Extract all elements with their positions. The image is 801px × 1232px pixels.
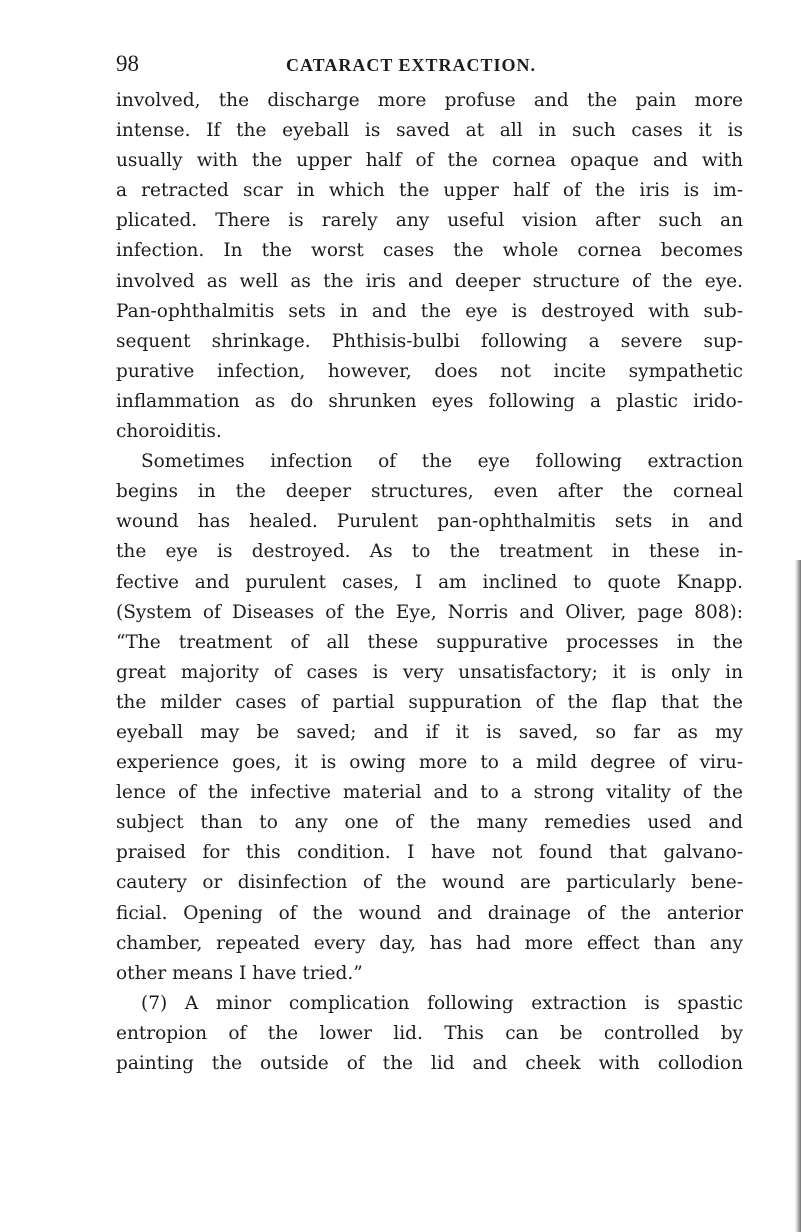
running-head: CATARACT EXTRACTION. (286, 55, 537, 75)
text-line: chamber, repeated every day, has had more effect than any (116, 932, 743, 954)
text-line: entropion of the lower lid. This can be controlled by (116, 1022, 743, 1044)
text-line: plicated. There is rarely any useful vision after such an (116, 210, 743, 232)
text-line: a retracted scar in which the upper half of the iris is im- (116, 180, 743, 202)
text-line: eyeball may be saved; and if it is saved, so far as my (116, 721, 743, 743)
text-line: (7) A minor complication following extraction is spastic (141, 992, 743, 1014)
text-line: involved as well as the iris and deeper structure of the eye. (116, 270, 743, 292)
text-line: (System of Diseases of the Eye, Norris and Oliver, page 808): (116, 601, 743, 623)
page-edge-shadow (795, 560, 801, 1232)
text-line: the eye is destroyed. As to the treatment in these in- (116, 541, 743, 563)
text-line: infection. In the worst cases the whole cornea becomes (116, 240, 743, 262)
body-text (116, 86, 743, 1079)
text-line: experience goes, it is owing more to a mild degree of viru- (116, 752, 743, 774)
text-line: subject than to any one of the many remedies used and (116, 812, 743, 834)
text-line: the milder cases of partial suppuration of the flap that the (116, 691, 743, 713)
text-line: involved, the discharge more profuse and the pain more (116, 90, 743, 111)
text-line: inflammation as do shrunken eyes following a plastic irido- (116, 390, 743, 412)
text-line: cautery or disinfection of the wound are particularly bene- (116, 872, 743, 894)
text-line: sequent shrinkage. Phthisis-bulbi following a severe sup- (116, 330, 743, 352)
text-line: begins in the deeper structures, even after the corneal (116, 481, 743, 503)
text-line: other means I have tried.” (116, 962, 363, 984)
text-line: great majority of cases is very unsatisfactory; it is only in (116, 661, 743, 683)
text-line: “The treatment of all these suppurative processes in the (116, 631, 743, 653)
text-line: praised for this condition. I have not found that galvano- (116, 842, 743, 864)
text-line: Sometimes infection of the eye following extraction (141, 451, 743, 473)
text-line: intense. If the eyeball is saved at all in such cases it is (116, 120, 743, 142)
text-line: usually with the upper half of the cornea opaque and with (116, 150, 743, 172)
text-line: painting the outside of the lid and cheek with collodion (116, 1053, 743, 1074)
text-line: ficial. Opening of the wound and drainage of the anterior (116, 902, 743, 924)
text-line: fective and purulent cases, I am inclined to quote Knapp. (116, 571, 743, 593)
text-line: lence of the infective material and to a strong vitality of the (116, 782, 743, 804)
text-line: Pan-ophthalmitis sets in and the eye is destroyed with sub- (116, 300, 743, 322)
text-line: choroiditis. (116, 421, 222, 443)
page-header (116, 50, 746, 80)
page-number: 98 (116, 51, 139, 76)
text-line: purative infection, however, does not incite sympathetic (116, 360, 743, 382)
text-line: wound has healed. Purulent pan-ophthalmitis sets in and (116, 511, 743, 533)
